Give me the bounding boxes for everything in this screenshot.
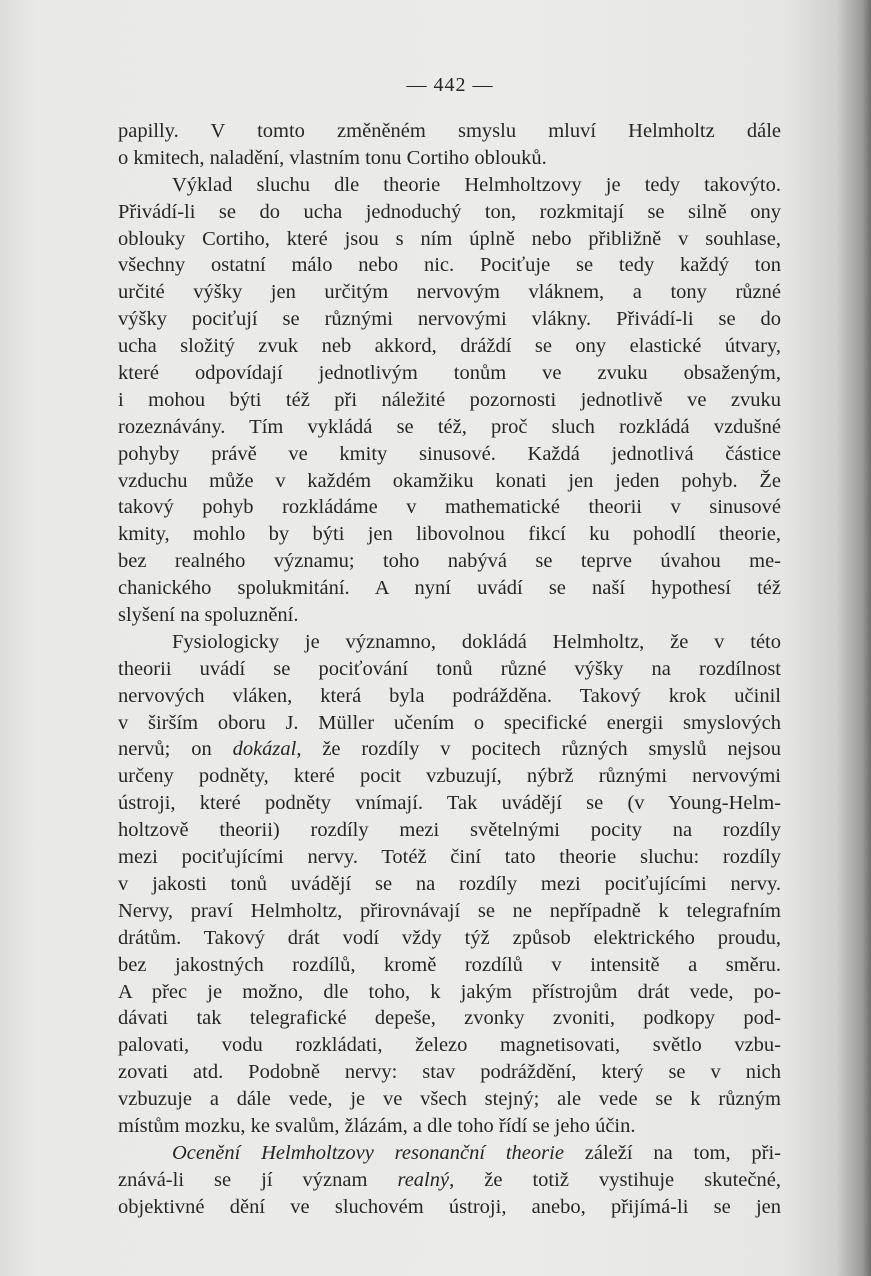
text-line	[118, 629, 781, 656]
text-line	[118, 414, 781, 441]
text-segment: mezi pociťujícími nervy. Totéž činí tato theorie sluchu: rozdíly	[118, 846, 781, 869]
text-line	[118, 333, 781, 360]
body-text	[118, 118, 781, 1221]
text-line	[118, 172, 781, 199]
text-segment: theorii uvádí se pociťování tonů různé výšky na rozdílnost	[118, 657, 781, 680]
text-segment: i mohou býti též při náležité pozornosti jednotlivě ve zvuku	[118, 388, 781, 411]
text-line	[118, 925, 781, 952]
text-segment: v jakosti tonů uvádějí se na rozdíly mezi pociťujícími nervy.	[118, 872, 781, 895]
text-line	[118, 521, 781, 548]
italic-text: realný	[397, 1168, 450, 1191]
text-line	[118, 817, 781, 844]
text-segment: ústroji, které podněty vnímají. Tak uvádějí se (v Young-Helm-	[118, 792, 781, 815]
text-line	[118, 1140, 781, 1167]
text-segment: bez jakostných rozdílů, kromě rozdílů v intensitě a směru.	[118, 953, 781, 976]
text-line	[118, 871, 781, 898]
text-line	[118, 736, 781, 763]
text-segment: výšky pociťují se různými nervovými vlákny. Přivádí-li se do	[118, 308, 781, 331]
text-segment: oblouky Cortiho, které jsou s ním úplně nebo přibližně v souhlase,	[118, 227, 781, 250]
text-line	[118, 199, 781, 226]
text-segment: Fysiologicky je významno, dokládá Helmholtz, že v této	[172, 630, 781, 653]
italic-text: dokázal	[232, 738, 297, 761]
text-line	[118, 1086, 781, 1113]
text-segment: takový pohyb rozkládáme v mathematické theorii v sinusové	[118, 496, 781, 519]
text-line	[118, 387, 781, 414]
text-segment: pohyby právě ve kmity sinusové. Každá jednotlivá částice	[118, 442, 781, 465]
text-segment: objektivné dění ve sluchovém ústroji, anebo, přijímá-li se jen	[118, 1195, 781, 1218]
text-line	[118, 763, 781, 790]
text-line	[118, 575, 781, 602]
text-segment: , že totiž vystihuje skutečné,	[449, 1168, 781, 1191]
paragraph	[118, 629, 781, 1140]
text-segment: Nervy, praví Helmholtz, přirovnávají se ne nepřípadně k telegrafním	[118, 899, 781, 922]
text-segment: v širším oboru J. Müller učením o specifické energii smyslových	[118, 711, 781, 734]
text-line	[118, 441, 781, 468]
text-segment: místům mozku, ke svalům, žlázám, a dle toho řídí se jeho účin.	[118, 1114, 636, 1137]
text-segment: bez realného významu; toho nabývá se teprve úvahou me-	[118, 550, 781, 573]
text-segment: drátům. Takový drát vodí vždy týž způsob elektrického proudu,	[118, 926, 781, 949]
paragraph	[118, 172, 781, 629]
text-line	[118, 790, 781, 817]
text-line	[118, 952, 781, 979]
text-line	[118, 360, 781, 387]
text-segment: záleží na tom, při-	[563, 1141, 781, 1164]
text-line	[118, 279, 781, 306]
text-line	[118, 656, 781, 683]
text-line	[118, 306, 781, 333]
text-line	[118, 468, 781, 495]
text-line	[118, 1059, 781, 1086]
text-segment: znává-li se jí význam	[118, 1168, 398, 1191]
text-segment: holtzově theorii) rozdíly mezi světelnými pocity na rozdíly	[118, 819, 781, 842]
text-line	[118, 252, 781, 279]
text-line	[118, 1032, 781, 1059]
text-line	[118, 1194, 781, 1221]
text-line	[118, 844, 781, 871]
text-segment: vzduchu může v každém okamžiku konati jen jeden pohyb. Že	[118, 469, 781, 492]
text-segment: nervových vláken, která byla podrážděna. Takový krok učinil	[118, 684, 781, 707]
text-line	[118, 602, 781, 629]
text-segment: Přivádí-li se do ucha jednoduchý ton, rozkmitají se silně ony	[118, 200, 781, 223]
text-line	[118, 898, 781, 925]
text-line	[118, 1005, 781, 1032]
text-line	[118, 979, 781, 1006]
text-segment: vzbuzuje a dále vede, je ve všech stejný; ale vede se k různým	[118, 1088, 781, 1111]
text-line	[118, 683, 781, 710]
text-segment: o kmitech, naladění, vlastním tonu Cortiho oblouků.	[118, 146, 547, 169]
text-line	[118, 118, 781, 145]
text-segment: chanického spolukmitání. A nyní uvádí se naší hypothesí též	[118, 577, 781, 600]
text-line	[118, 1167, 781, 1194]
text-segment: určité výšky jen určitým nervovým vláknem, a tony různé	[118, 281, 781, 304]
text-segment: , že rozdíly v pocitech různých smyslů nejsou	[296, 738, 781, 761]
text-line	[118, 226, 781, 253]
text-segment: nervů; on	[118, 738, 233, 761]
text-segment: které odpovídají jednotlivým tonům ve zvuku obsaženým,	[118, 362, 781, 385]
text-line	[118, 1113, 781, 1140]
text-segment: kmity, mohlo by býti jen libovolnou fikcí ku pohodlí theorie,	[118, 523, 781, 546]
text-segment: všechny ostatní málo nebo nic. Pociťuje se tedy každý ton	[118, 254, 781, 277]
page-number: — 442 —	[406, 74, 494, 96]
text-line	[118, 494, 781, 521]
text-segment: rozeznávány. Tím vykládá se též, proč sluch rozkládá vzdušné	[118, 415, 781, 438]
text-segment: určeny podněty, které pocit vzbuzují, nýbrž různými nervovými	[118, 765, 781, 788]
italic-text: Ocenění Helmholtzovy resonanční theorie	[172, 1141, 564, 1164]
text-line	[118, 145, 781, 172]
paragraph	[118, 118, 781, 172]
text-segment: papilly. V tomto změněném smyslu mluví Helmholtz dále	[118, 120, 781, 142]
text-line	[118, 710, 781, 737]
text-segment: Výklad sluchu dle theorie Helmholtzovy je tedy takovýto.	[172, 173, 781, 196]
text-segment: ucha složitý zvuk neb akkord, dráždí se ony elastické útvary,	[118, 335, 781, 358]
text-line	[118, 548, 781, 575]
text-segment: A přec je možno, dle toho, k jakým přístrojům drát vede, po-	[118, 980, 781, 1003]
text-segment: palovati, vodu rozkládati, železo magnetisovati, světlo vzbu-	[118, 1034, 781, 1057]
paragraph	[118, 1140, 781, 1221]
text-segment: slyšení na spoluznění.	[118, 604, 299, 627]
text-segment: zovati atd. Podobně nervy: stav podráždění, který se v nich	[118, 1061, 781, 1084]
text-segment: dávati tak telegrafické depeše, zvonky zvoniti, podkopy pod-	[118, 1007, 781, 1030]
